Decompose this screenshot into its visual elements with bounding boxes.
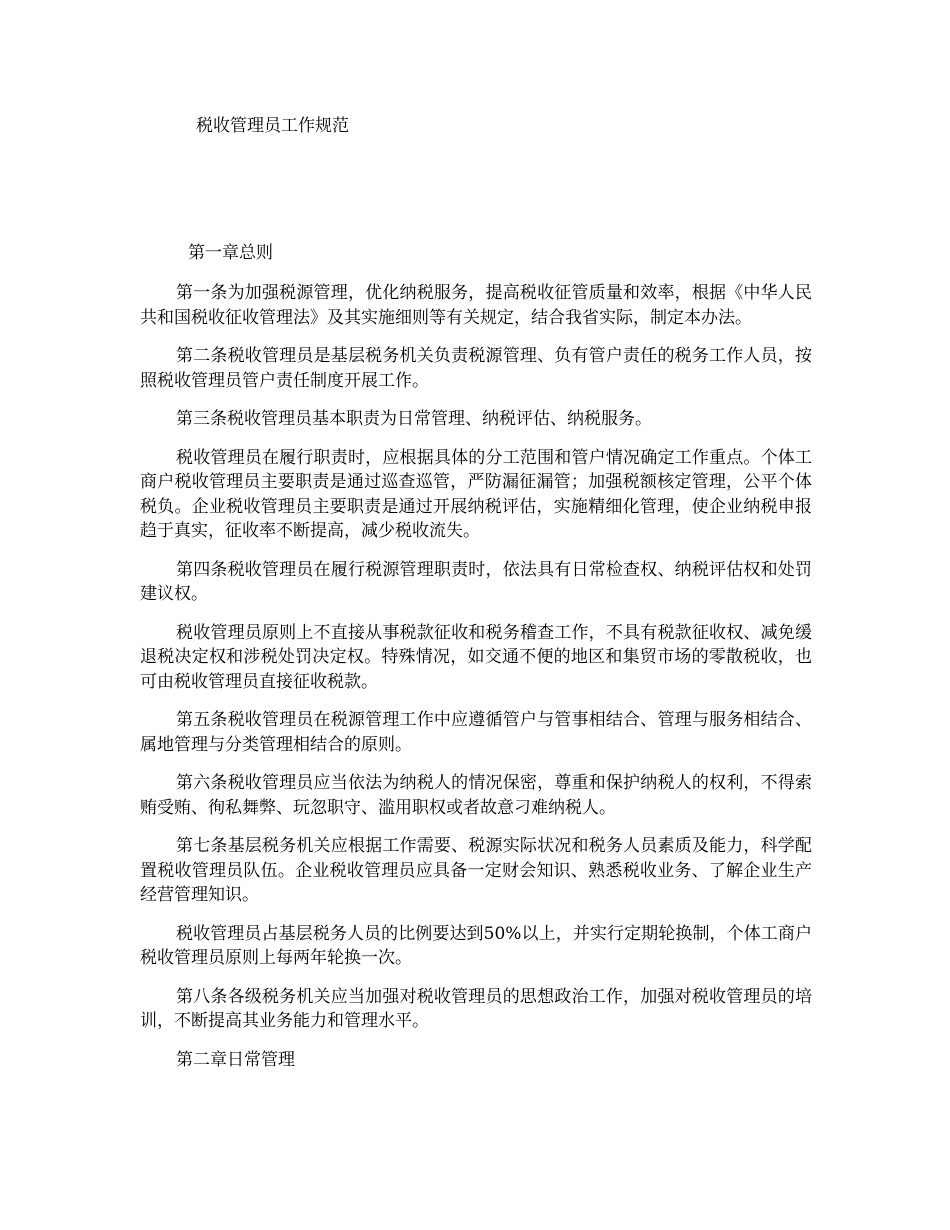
paragraph-article-7: 第七条基层税务机关应根据工作需要、税源实际状况和税务人员素质及能力，科学配置税收管理员队伍。企业税收管理员应具备一定财会知识、熟悉税收业务、了解企业生产经营管理知识。 [140, 836, 812, 905]
paragraph-article-7-detail: 税收管理员占基层税务人员的比例要达到50%以上，并实行定期轮换制，个体工商户税收管理员原则上每两年轮换一次。 [140, 923, 812, 968]
paragraph-article-4: 第四条税收管理员在履行税源管理职责时，依法具有日常检查权、纳税评估权和处罚建议权。 [140, 559, 812, 604]
paragraph-article-2: 第二条税收管理员是基层税务机关负责税源管理、负有管户责任的税务工作人员，按照税收管理员管户责任制度开展工作。 [140, 346, 812, 391]
paragraph-article-5: 第五条税收管理员在税源管理工作中应遵循管户与管事相结合、管理与服务相结合、属地管理与分类管理相结合的原则。 [140, 710, 812, 755]
document-title: 税收管理员工作规范 [196, 116, 349, 136]
paragraph-article-8: 第八条各级税务机关应当加强对税收管理员的思想政治工作，加强对税收管理员的培训，不断提高其业务能力和管理水平。 [140, 986, 812, 1031]
paragraph-article-4-detail: 税收管理员原则上不直接从事税款征收和税务稽查工作，不具有税款征收权、减免缓退税决定权和涉税处罚决定权。特殊情况，如交通不便的地区和集贸市场的零散税收，也可由税收管理员直接征收税款。 [140, 622, 812, 692]
chapter-heading-1: 第一章总则 [188, 243, 273, 263]
paragraph-article-3: 第三条税收管理员基本职责为日常管理、纳税评估、纳税服务。 [176, 409, 652, 429]
chapter-heading-2: 第二章日常管理 [176, 1049, 295, 1070]
paragraph-article-1: 第一条为加强税源管理，优化纳税服务，提高税收征管质量和效率，根据《中华人民共和国税收征收管理法》及其实施细则等有关规定，结合我省实际，制定本办法。 [140, 283, 812, 328]
document-body [140, 281, 812, 1086]
paragraph-article-3-detail: 税收管理员在履行职责时，应根据具体的分工范围和管户情况确定工作重点。个体工商户税收管理员主要职责是通过巡查巡管，严防漏征漏管；加强税额核定管理，公平个体税负。企业税收管理员主要职责是通过开展纳税评估，实施精细化管理，使企业纳税申报趋于真实，征收率不断提高，减少税收流失。 [140, 447, 812, 541]
paragraph-article-6: 第六条税收管理员应当依法为纳税人的情况保密，尊重和保护纳税人的权利，不得索贿受贿、徇私舞弊、玩忽职守、滥用职权或者故意刁难纳税人。 [140, 773, 812, 818]
